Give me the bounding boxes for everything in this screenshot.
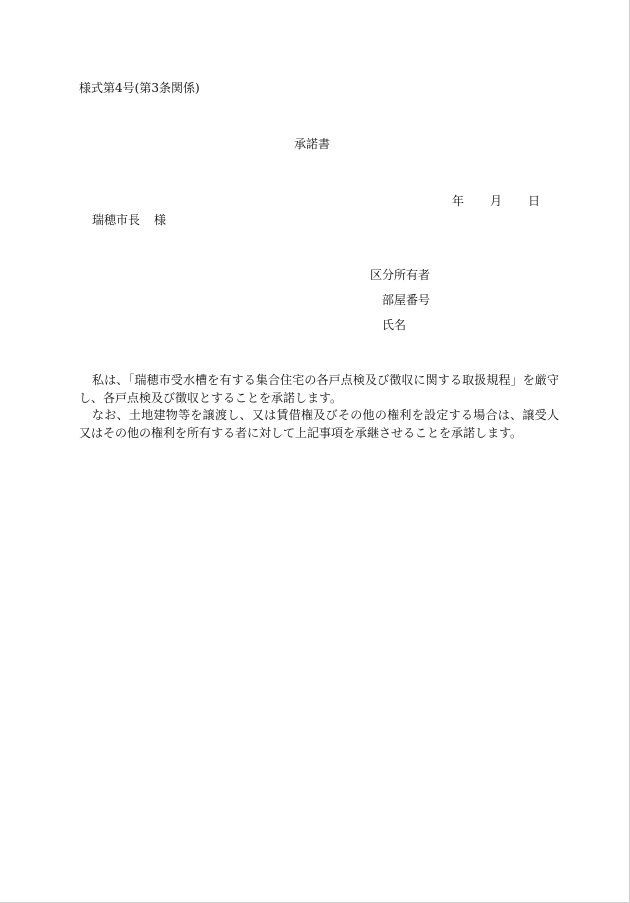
addressee-office: 瑞穂市長 [92,213,141,227]
date-month-label: 月 [490,194,503,208]
consent-body [79,372,559,442]
room-number-label: 部屋番号 [382,293,431,307]
date-year-label: 年 [452,194,465,208]
addressee-honorific: 様 [154,213,167,227]
addressee-line [92,212,166,228]
name-label: 氏名 [382,318,407,332]
owner-label: 区分所有者 [370,268,431,282]
document-title: 承諾書 [294,137,331,151]
consent-paragraph-1: 私は、「瑞穂市受水槽を有する集合住宅の各戸点検及び徴収に関する取扱規程」を厳守し、各戸点検及び徴収とすることを承諾します。 [79,373,559,405]
date-line [452,193,540,209]
form-number-label: 様式第4号(第3条関係) [79,81,200,95]
consent-paragraph-2: なお、土地建物等を譲渡し、又は賃借権及びその他の権利を設定する場合は、譲受人又はその他の権利を所有する者に対して上記事項を承継させることを承諾します。 [79,408,559,440]
date-day-label: 日 [528,194,541,208]
